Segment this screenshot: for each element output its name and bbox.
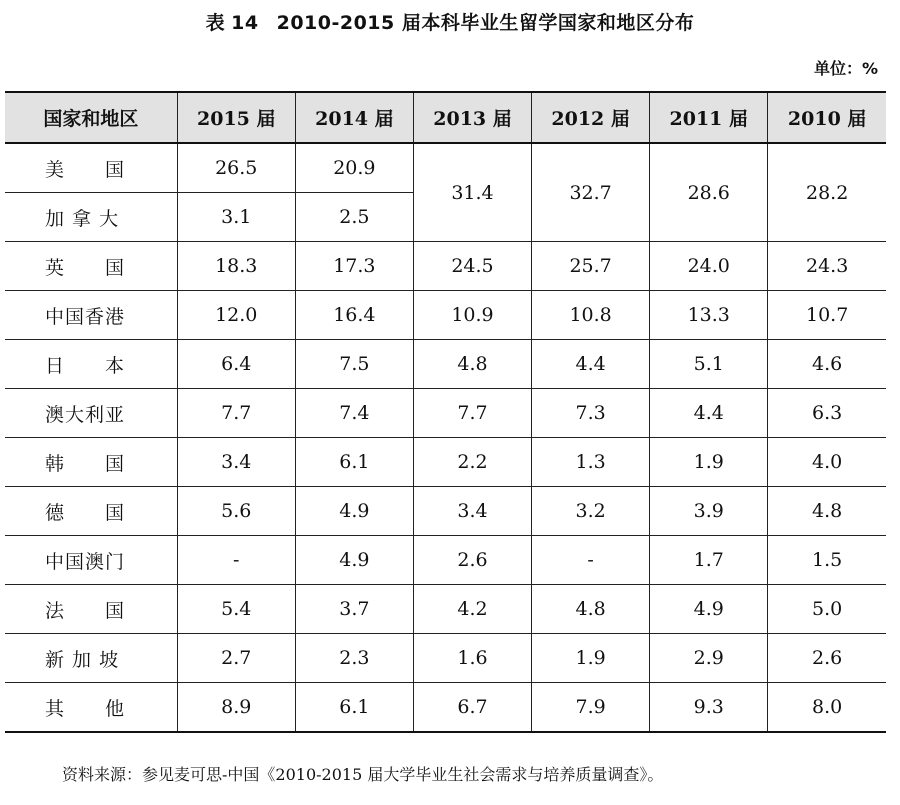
value-cell: 1.9: [532, 634, 650, 683]
value-cell: 26.5: [177, 143, 295, 193]
value-cell: 2.7: [177, 634, 295, 683]
value-cell: 7.9: [532, 683, 650, 733]
value-cell: 4.0: [768, 438, 886, 487]
value-cell: 20.9: [295, 143, 413, 193]
value-cell: 2.6: [768, 634, 886, 683]
header-2013: 2013 届: [413, 92, 531, 143]
merged-value-cell: 28.2: [768, 143, 886, 242]
table-row: [5, 487, 886, 536]
value-cell: 18.3: [177, 242, 295, 291]
value-cell: 9.3: [650, 683, 768, 733]
value-cell: 3.4: [177, 438, 295, 487]
header-2014: 2014 届: [295, 92, 413, 143]
table-number: 14: [231, 12, 259, 34]
value-cell: 6.7: [413, 683, 531, 733]
region-cell: 英 国: [5, 242, 177, 291]
value-cell: 4.4: [532, 340, 650, 389]
region-cell: 其 他: [5, 683, 177, 733]
header-region: 国家和地区: [5, 92, 177, 143]
table-row: [5, 143, 886, 193]
value-cell: 12.0: [177, 291, 295, 340]
value-cell: 6.4: [177, 340, 295, 389]
value-cell: 2.9: [650, 634, 768, 683]
table-row: [5, 585, 886, 634]
value-cell: 4.9: [650, 585, 768, 634]
region-cell: 新 加 坡: [5, 634, 177, 683]
table-row: [5, 683, 886, 733]
table-row: [5, 536, 886, 585]
value-cell: -: [177, 536, 295, 585]
value-cell: 7.3: [532, 389, 650, 438]
region-cell: 韩 国: [5, 438, 177, 487]
value-cell: 16.4: [295, 291, 413, 340]
value-cell: 2.2: [413, 438, 531, 487]
value-cell: 4.4: [650, 389, 768, 438]
value-cell: 5.1: [650, 340, 768, 389]
value-cell: 3.1: [177, 193, 295, 242]
value-cell: 2.3: [295, 634, 413, 683]
header-row: [5, 92, 886, 143]
header-2012: 2012 届: [532, 92, 650, 143]
value-cell: 24.3: [768, 242, 886, 291]
value-cell: 7.7: [177, 389, 295, 438]
value-cell: 5.0: [768, 585, 886, 634]
value-cell: 24.0: [650, 242, 768, 291]
value-cell: 25.7: [532, 242, 650, 291]
table-row: [5, 389, 886, 438]
value-cell: 4.9: [295, 487, 413, 536]
value-cell: 7.7: [413, 389, 531, 438]
table-title: [0, 8, 900, 35]
value-cell: 10.8: [532, 291, 650, 340]
region-cell: 中国澳门: [5, 536, 177, 585]
table-row: [5, 291, 886, 340]
region-cell: 澳大利亚: [5, 389, 177, 438]
value-cell: -: [532, 536, 650, 585]
merged-value-cell: 31.4: [413, 143, 531, 242]
value-cell: 1.5: [768, 536, 886, 585]
value-cell: 24.5: [413, 242, 531, 291]
table-row: [5, 438, 886, 487]
value-cell: 10.9: [413, 291, 531, 340]
region-cell: 德 国: [5, 487, 177, 536]
value-cell: 10.7: [768, 291, 886, 340]
value-cell: 4.8: [768, 487, 886, 536]
table-row: [5, 242, 886, 291]
value-cell: 1.6: [413, 634, 531, 683]
value-cell: 3.7: [295, 585, 413, 634]
value-cell: 1.3: [532, 438, 650, 487]
value-cell: 4.2: [413, 585, 531, 634]
value-cell: 8.0: [768, 683, 886, 733]
region-cell: 美 国: [5, 143, 177, 193]
value-cell: 1.9: [650, 438, 768, 487]
value-cell: 1.7: [650, 536, 768, 585]
table-title-text: 2010-2015 届本科毕业生留学国家和地区分布: [276, 12, 695, 34]
value-cell: 17.3: [295, 242, 413, 291]
value-cell: 3.4: [413, 487, 531, 536]
value-cell: 13.3: [650, 291, 768, 340]
value-cell: 2.6: [413, 536, 531, 585]
source-note: 资料来源：参见麦可思-中国《2010-2015 届大学毕业生社会需求与培养质量调查》。: [62, 765, 664, 784]
value-cell: 8.9: [177, 683, 295, 733]
value-cell: 3.9: [650, 487, 768, 536]
table-row: [5, 340, 886, 389]
value-cell: 6.1: [295, 438, 413, 487]
region-cell: 日 本: [5, 340, 177, 389]
value-cell: 5.6: [177, 487, 295, 536]
table-label: 表: [205, 12, 226, 34]
value-cell: 2.5: [295, 193, 413, 242]
header-2010: 2010 届: [768, 92, 886, 143]
merged-value-cell: 32.7: [532, 143, 650, 242]
distribution-table: [5, 91, 886, 733]
region-cell: 中国香港: [5, 291, 177, 340]
region-cell: 加 拿 大: [5, 193, 177, 242]
value-cell: 4.8: [413, 340, 531, 389]
value-cell: 4.8: [532, 585, 650, 634]
value-cell: 6.1: [295, 683, 413, 733]
value-cell: 4.9: [295, 536, 413, 585]
value-cell: 4.6: [768, 340, 886, 389]
region-cell: 法 国: [5, 585, 177, 634]
table-row: [5, 634, 886, 683]
value-cell: 6.3: [768, 389, 886, 438]
merged-value-cell: 28.6: [650, 143, 768, 242]
header-2011: 2011 届: [650, 92, 768, 143]
unit-label: 单位：%: [813, 59, 878, 78]
value-cell: 3.2: [532, 487, 650, 536]
value-cell: 5.4: [177, 585, 295, 634]
header-2015: 2015 届: [177, 92, 295, 143]
value-cell: 7.4: [295, 389, 413, 438]
value-cell: 7.5: [295, 340, 413, 389]
